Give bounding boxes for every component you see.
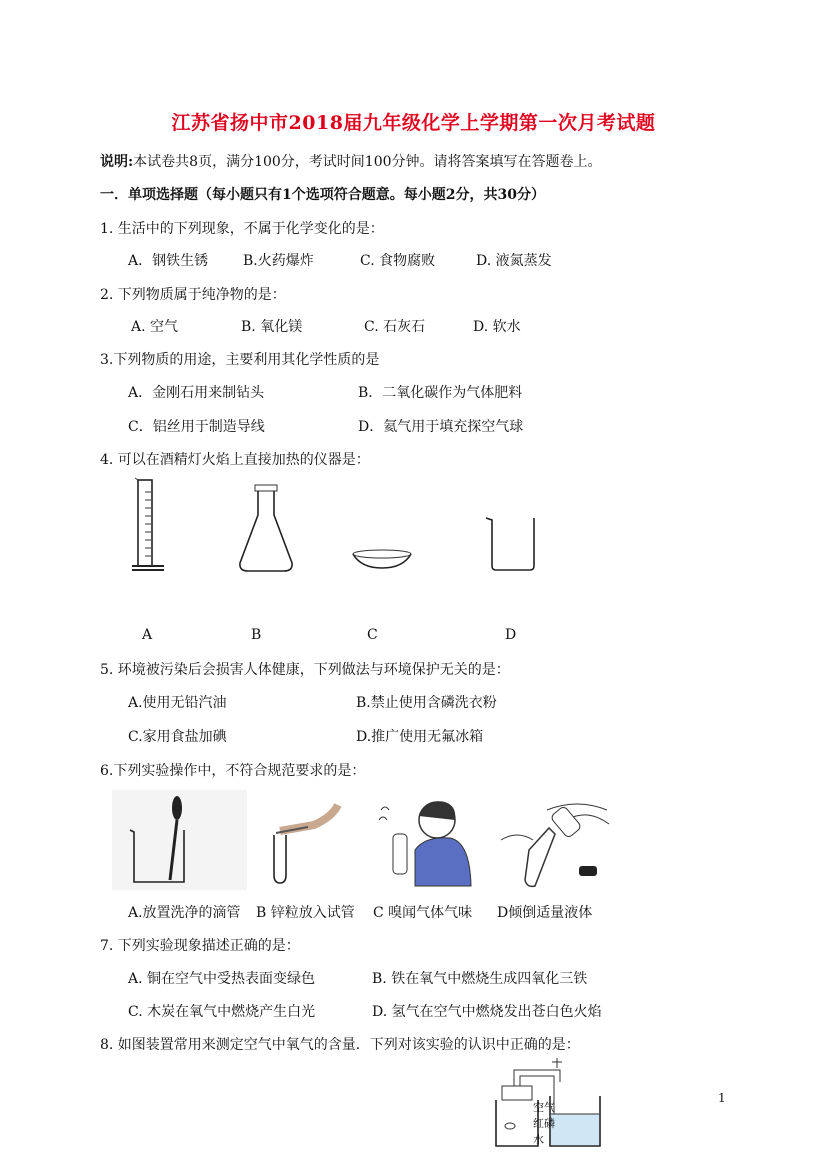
q4-label-a: A: [142, 627, 153, 643]
instructions: [100, 151, 602, 171]
q4-stem: 4. 可以在酒精灯火焰上直接加热的仪器是：: [100, 452, 370, 468]
dropper-in-beaker-figure: [112, 790, 247, 890]
instructions-text: 本试卷共8页，满分100分，考试时间100分钟。请将答案填写在答题卷上。: [133, 154, 602, 170]
q5-option-b: B.禁止使用含磷洗衣粉: [356, 695, 497, 711]
q1-stem: 1. 生活中的下列现象，不属于化学变化的是：: [100, 221, 384, 237]
q5-option-d: D.推广使用无氟冰箱: [356, 729, 484, 745]
q2-option-b: B. 氧化镁: [241, 319, 303, 335]
q4-label-b: B: [251, 627, 262, 643]
q7-option-c: C. 木炭在氧气中燃烧产生白光: [128, 1004, 316, 1020]
q6-caption-b: B 锌粒放入试管: [256, 905, 355, 921]
instructions-label: 说明:: [100, 154, 134, 170]
q1-option-b: B.火药爆炸: [243, 253, 314, 269]
pouring-liquid-figure: [497, 790, 617, 890]
q5-stem: 5. 环境被污染后会损害人体健康，下列做法与环境保护无关的是：: [100, 662, 510, 678]
q2-stem: 2. 下列物质属于纯净物的是：: [100, 287, 286, 303]
q3-option-c: C．铝丝用于制造导线: [128, 419, 265, 435]
q1-option-d: D. 液氮蒸发: [476, 253, 552, 269]
q2-option-a: A. 空气: [131, 319, 179, 335]
q8-label-red-phosphorus: 红磷: [533, 1117, 555, 1130]
q8-label-water: 水: [533, 1133, 544, 1146]
q1-option-a: A．钢铁生锈: [128, 253, 209, 269]
q4-label-c: C: [367, 627, 378, 643]
q3-option-b: B．二氧化碳作为气体肥料: [358, 385, 523, 401]
beaker-figure: [484, 514, 540, 574]
section-heading: 一．单项选择题（每小题只有1个选项符合题意。每小题2分，共30分）: [100, 187, 545, 203]
q3-option-d: D．氦气用于填充探空气球: [358, 419, 524, 435]
q8-stem: 8. 如图装置常用来测定空气中氧气的含量．下列对该实验的认识中正确的是：: [100, 1037, 580, 1053]
q2-option-c: C. 石灰石: [364, 319, 426, 335]
q3-option-a: A．金刚石用来制钻头: [128, 385, 265, 401]
q6-caption-c: C 嗅闻气体气味: [373, 905, 473, 921]
q3-stem: 3.下列物质的用途，主要利用其化学性质的是: [100, 352, 380, 368]
q1-option-c: C. 食物腐败: [360, 253, 436, 269]
q5-option-c: C.家用食盐加碘: [128, 729, 227, 745]
q5-option-a: A.使用无铅汽油: [128, 695, 227, 711]
page-title: 江苏省扬中市2018届九年级化学上学期第一次月考试题: [171, 112, 656, 134]
q6-caption-a: A.放置洗净的滴管: [128, 905, 241, 921]
q7-option-b: B. 铁在氧气中燃烧生成四氧化三铁: [372, 971, 588, 987]
conical-flask-figure: [236, 485, 296, 575]
q7-stem: 7. 下列实验现象描述正确的是：: [100, 938, 300, 954]
zinc-into-test-tube-figure: [262, 795, 342, 885]
q7-option-a: A. 铜在空气中受热表面变绿色: [128, 971, 316, 987]
q4-label-d: D: [505, 627, 517, 643]
evaporating-dish-figure: [351, 548, 413, 573]
q6-stem: 6.下列实验操作中，不符合规范要求的是：: [100, 763, 366, 779]
q8-label-air: 空气: [533, 1101, 555, 1114]
graduated-cylinder-figure: [130, 478, 170, 573]
q2-option-d: D. 软水: [473, 319, 521, 335]
q7-option-d: D. 氢气在空气中燃烧发出苍白色火焰: [372, 1004, 602, 1020]
smelling-gas-figure: [375, 790, 475, 890]
q6-caption-d: D倾倒适量液体: [497, 905, 593, 921]
page-number: 1: [718, 1091, 726, 1105]
